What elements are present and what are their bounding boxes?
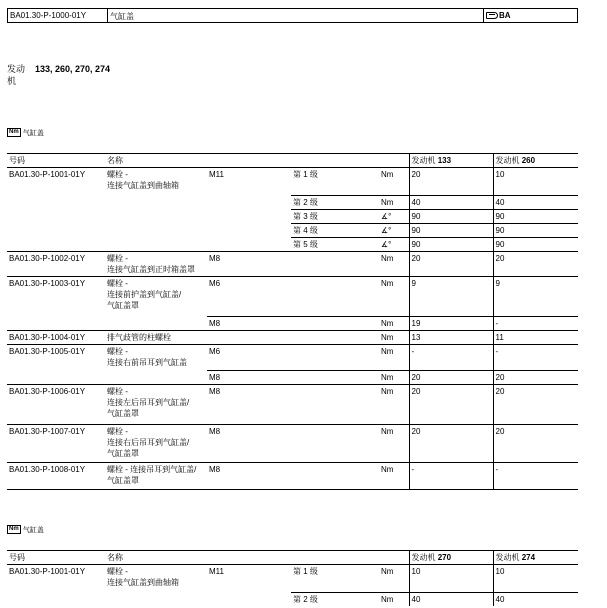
row-stage: 第 1 级: [291, 565, 379, 593]
row-value-b: 40: [493, 593, 578, 607]
col-id-header: 号码: [7, 154, 105, 168]
row-thread: M6: [207, 345, 291, 371]
row-id: BA01.30-P-1002-01Y: [7, 252, 105, 277]
row-thread: M8: [207, 425, 291, 463]
row-value-b: 20: [493, 385, 578, 425]
row-thread: M8: [207, 385, 291, 425]
table-row: [7, 565, 578, 593]
document-header: [7, 8, 578, 23]
row-thread: M8: [207, 252, 291, 277]
row-value-b: 11: [493, 331, 578, 345]
section-title-text: 气缸盖: [22, 527, 44, 534]
row-value-b: 90: [493, 210, 578, 224]
table-row: [7, 224, 578, 238]
row-value-a: 20: [409, 252, 493, 277]
row-stage: [291, 277, 379, 317]
row-unit: Nm: [379, 331, 409, 345]
row-value-a: 90: [409, 210, 493, 224]
row-stage: 第 4 级: [291, 224, 379, 238]
row-thread: M11: [207, 565, 291, 593]
row-value-a: 20: [409, 371, 493, 385]
row-stage: 第 1 级: [291, 168, 379, 196]
row-unit: Nm: [379, 463, 409, 490]
torque-table-1: [7, 153, 578, 490]
row-value-b: 20: [493, 425, 578, 463]
table-row: [7, 371, 578, 385]
row-value-b: 40: [493, 196, 578, 210]
row-value-a: 20: [409, 425, 493, 463]
row-value-b: -: [493, 317, 578, 331]
row-id: BA01.30-P-1007-01Y: [7, 425, 105, 463]
row-name: 螺栓 - 连接吊耳到气缸盖/ 气缸盖罩: [105, 463, 207, 490]
table-row: [7, 168, 578, 196]
row-unit: Nm: [379, 345, 409, 371]
row-stage: [291, 385, 379, 425]
col-engine-b-header: 发动机 260: [493, 154, 578, 168]
table-header: [7, 551, 578, 565]
row-unit: Nm: [379, 317, 409, 331]
row-name: 螺栓 - 连接气缸盖到正时箱盖罩: [105, 252, 207, 277]
section-title-text: 气缸盖: [22, 130, 44, 137]
section-1-title: [7, 128, 44, 138]
section-2-title: [7, 525, 44, 535]
row-id: BA01.30-P-1006-01Y: [7, 385, 105, 425]
table-header: [7, 154, 578, 168]
row-name: 螺栓 - 连接前护盖到气缸盖/ 气缸盖罩: [105, 277, 207, 317]
row-value-a: 20: [409, 168, 493, 196]
torque-table-2: [7, 550, 578, 606]
ref-cell[interactable]: [484, 9, 577, 22]
row-thread: M8: [207, 463, 291, 490]
row-value-b: -: [493, 345, 578, 371]
table-row: [7, 385, 578, 425]
table-row: [7, 425, 578, 463]
row-value-a: 13: [409, 331, 493, 345]
row-unit: Nm: [379, 565, 409, 593]
torque-nm-icon: Nm: [9, 526, 19, 533]
table-row: [7, 238, 578, 252]
doc-id: BA01.30-P-1000-01Y: [8, 9, 108, 22]
row-unit: Nm: [379, 425, 409, 463]
row-stage: [291, 345, 379, 371]
col-engine-b-header: 发动机 274: [493, 551, 578, 565]
row-value-a: 40: [409, 593, 493, 607]
row-value-a: 19: [409, 317, 493, 331]
engine-label: 发动机: [7, 64, 26, 86]
row-thread: M8: [207, 317, 291, 331]
row-unit: Nm: [379, 277, 409, 317]
row-name: 螺栓 - 连接左后吊耳到气缸盖/ 气缸盖罩: [105, 385, 207, 425]
col-id-header: 号码: [7, 551, 105, 565]
row-value-a: 9: [409, 277, 493, 317]
row-id: BA01.30-P-1001-01Y: [7, 565, 105, 593]
row-id: BA01.30-P-1001-01Y: [7, 168, 105, 196]
table-row: [7, 593, 578, 607]
pointing-hand-icon: [486, 12, 498, 19]
table-row: [7, 277, 578, 317]
row-value-a: 40: [409, 196, 493, 210]
table-row: [7, 210, 578, 224]
row-value-a: 20: [409, 385, 493, 425]
row-thread: M11: [207, 168, 291, 196]
row-value-a: 90: [409, 238, 493, 252]
angle-icon: ∡°: [379, 224, 409, 238]
row-stage: 第 2 级: [291, 196, 379, 210]
engine-values: 133, 260, 270, 274: [35, 64, 111, 74]
row-id: BA01.30-P-1008-01Y: [7, 463, 105, 490]
row-stage: 第 3 级: [291, 210, 379, 224]
row-stage: [291, 252, 379, 277]
row-value-b: 10: [493, 168, 578, 196]
row-name: 螺栓 - 连接气缸盖到曲轴箱: [105, 565, 207, 593]
row-thread: [207, 331, 291, 345]
row-stage: 第 2 级: [291, 593, 379, 607]
row-value-b: 20: [493, 252, 578, 277]
row-name: 螺栓 - 连接右后吊耳到气缸盖/ 气缸盖罩: [105, 425, 207, 463]
row-name: 螺栓 - 连接右前吊耳到气缸盖: [105, 345, 207, 371]
row-value-b: 90: [493, 238, 578, 252]
row-value-a: 10: [409, 565, 493, 593]
row-stage: [291, 463, 379, 490]
table-row: [7, 331, 578, 345]
row-value-b: 10: [493, 565, 578, 593]
row-thread: M8: [207, 371, 291, 385]
row-stage: 第 5 级: [291, 238, 379, 252]
row-unit: Nm: [379, 252, 409, 277]
row-thread: M6: [207, 277, 291, 317]
row-id: BA01.30-P-1003-01Y: [7, 277, 105, 317]
row-unit: Nm: [379, 168, 409, 196]
col-engine-a-header: 发动机 270: [409, 551, 493, 565]
row-value-a: 90: [409, 224, 493, 238]
row-value-b: 90: [493, 224, 578, 238]
row-unit: Nm: [379, 593, 409, 607]
table-row: [7, 196, 578, 210]
table-row: [7, 345, 578, 371]
row-value-a: -: [409, 463, 493, 490]
col-engine-a-header: 发动机 133: [409, 154, 493, 168]
row-unit: Nm: [379, 385, 409, 425]
row-stage: [291, 331, 379, 345]
doc-title: 气缸盖: [108, 9, 484, 22]
row-unit: Nm: [379, 371, 409, 385]
col-name-header: 名称: [105, 154, 409, 168]
table-row: [7, 252, 578, 277]
row-value-b: 20: [493, 371, 578, 385]
angle-icon: ∡°: [379, 210, 409, 224]
row-name: 排气歧管的柱螺栓: [105, 331, 207, 345]
torque-nm-icon: Nm: [9, 129, 19, 136]
ref-label: BA: [499, 11, 511, 20]
row-id: BA01.30-P-1005-01Y: [7, 345, 105, 371]
col-name-header: 名称: [105, 551, 409, 565]
row-name: 螺栓 - 连接气缸盖到曲轴箱: [105, 168, 207, 196]
row-stage: [291, 425, 379, 463]
table-row: [7, 317, 578, 331]
row-id: BA01.30-P-1004-01Y: [7, 331, 105, 345]
row-value-b: 9: [493, 277, 578, 317]
table-row: [7, 463, 578, 490]
row-value-b: -: [493, 463, 578, 490]
angle-icon: ∡°: [379, 238, 409, 252]
row-value-a: -: [409, 345, 493, 371]
row-unit: Nm: [379, 196, 409, 210]
